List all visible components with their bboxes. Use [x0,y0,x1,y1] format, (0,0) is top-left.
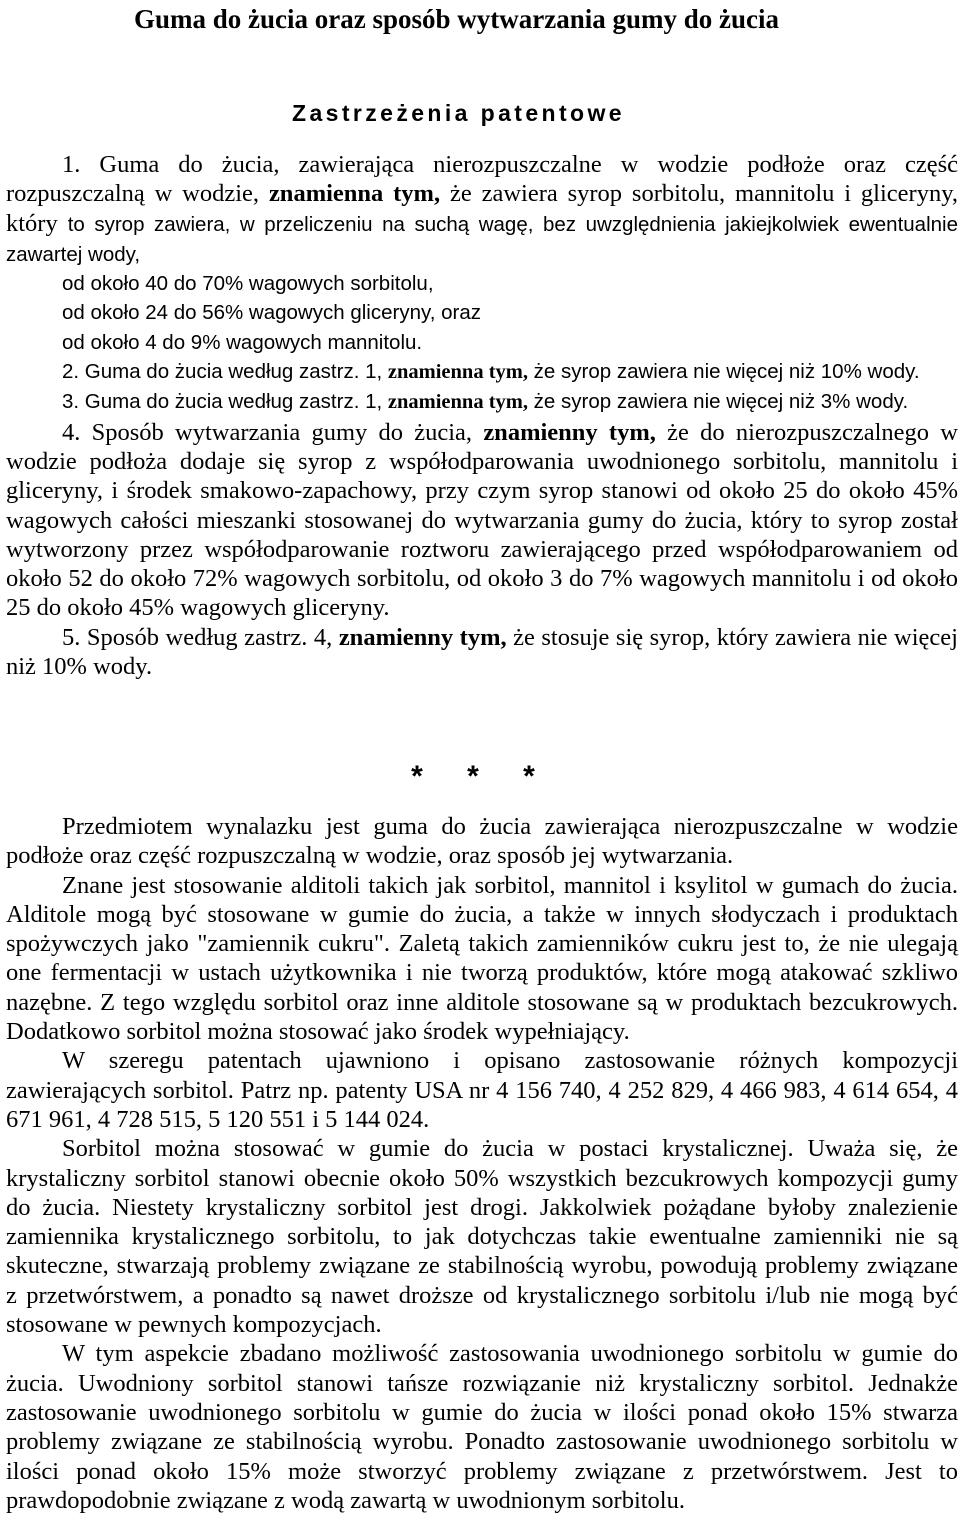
claim-2 [6,357,958,387]
description-paragraph-4: Sorbitol można stosować w gumie do żucia w postaci krystalicznej. Uważa się, że krystaliczny sorbitol stanowi obecnie około 50% wszystkich bezcukrowych kompozycji gumy do żucia. Niestety krystaliczny sorbitol jest drogi. Jakkolwiek pożądane byłoby znalezienie zamiennika krystalicznego sorbitolu, to jak dotychczas takie ewentualne zamienniki nie są skuteczne, stwarzają problemy związane ze stabilnością wyrobu, powodują problemy związane z przetwórstwem, a ponadto są nawet droższe od krystalicznego sorbitolu i/lub nie mogą być stosowane w pewnych kompozycjach. [6,1135,958,1339]
patent-page [6,0,958,1514]
claim-1-item-glycerin: od około 24 do 56% wagowych gliceryny, oraz [62,301,481,325]
claim-4-text-a: 4. Sposób wytwarzania gumy do żucia, [62,418,484,446]
claim-5-text-a: 5. Sposób według zastrz. 4, [62,623,339,651]
claim-3-keyword: znamienna tym, [387,391,528,414]
claim-4-text-b: że do nierozpuszczalnego w wodzie podłoża dodaje się syrop z współodparowania uwodnionego sorbitolu, mannitolu i gliceryny, i środek smakowo-zapachowy, przy czym syrop stanowi od około 25 do około 45% wagowych całości mieszanki stosowanej do wytwarzania gumy do żucia, który to syrop został wytworzony przez współodparowanie roztworu zawierającego przed współodparowaniem od około 52 do około 72% wagowych sorbitolu, od około 3 do 7% wagowych mannitolu i od około 25 do około 45% wagowych gliceryny. [6,418,958,622]
claim-1-item-mannitol: od około 4 do 9% wagowych mannitolu. [62,330,423,354]
description-paragraph-1: Przedmiotem wynalazku jest guma do żucia zawierająca nierozpuszczalne w wodzie podłoże oraz część rozpuszczalną w wodzie, oraz sposób jej wytwarzania. [6,813,958,870]
claim-5-keyword: znamienny tym, [338,623,507,651]
document-title: Guma do żucia oraz sposób wytwarzania gumy do żucia [134,4,780,34]
claim-5-text-b: że stosuje się syrop, który zawiera nie więcej niż 10% wody. [6,623,958,681]
description-paragraph-5: W tym aspekcie zbadano możliwość zastosowania uwodnionego sorbitolu w gumie do żucia. Uwodniony sorbitol stanowi tańsze rozwiązanie niż krystaliczny sorbitol. Jednakże zastosowanie uwodnionego sorbitolu w gumie do żucia w ilości ponad około 15% stwarza problemy związane ze stabilnością wyrobu. Ponadto zastosowanie uwodnionego sorbitolu w ilości ponad około 15% może stworzyć problemy związane z przetwórstwem. Jest to prawdopodobnie związane z wodą zawartą w uwodnionym sorbitolu. [6,1340,958,1514]
claims-heading: Zastrzeżenia patentowe [292,100,625,126]
claim-3 [6,387,958,417]
claim-4-keyword: znamienny tym, [483,418,656,446]
claim-5 [6,623,958,682]
claim-1-text-a: 1. Guma do żucia, zawierająca nierozpuszczalne w wodzie podłoże oraz część rozpuszczalną w wodzie, [6,151,958,208]
claim-1 [6,150,958,269]
claim-4 [6,418,958,623]
claim-2-keyword: znamienna tym, [387,361,528,384]
claim-1-item-sorbitol: od około 40 do 70% wagowych sorbitolu, [62,272,434,296]
claim-3-text-b: że syrop zawiera nie więcej niż 3% wody. [527,390,909,414]
description-paragraph-2: Znane jest stosowanie alditoli takich jak sorbitol, mannitol i ksylitol w gumach do żucia. Alditole mogą być stosowane w gumie do żucia, a także w innych słodyczach i produktach spożywczych jako "zamiennik cukru". Zaletą takich zamienników cukru jest to, że nie ulegają one fermentacji w ustach użytkownika i nie tworzą produktów, które mogą atakować szkliwo nazębne. Z tego względu sorbitol oraz inne alditole stosowane są w produktach bezcukrowych. Dodatkowo sorbitol można stosować jako środek wypełniający. [6,871,958,1046]
section-separator: * * * [411,760,553,793]
claim-2-text-b: że syrop zawiera nie więcej niż 10% wody. [527,360,920,384]
description-paragraph-3: W szeregu patentach ujawniono i opisano zastosowanie różnych kompozycji zawierających sorbitol. Patrz np. patenty USA nr 4 156 740, 4 252 829, 4 466 983, 4 614 654, 4 671 961, 4 728 515, 5 120 551 i 5 144 024. [6,1047,958,1133]
claims-section [6,150,958,681]
description-section [6,812,958,1515]
claim-1-keyword: znamienna tym, [268,180,441,208]
claim-2-text-a: 2. Guma do żucia według zastrz. 1, [62,360,388,384]
claim-1-text-c: to syrop zawiera, w przeliczeniu na suchą wagę, bez uwzględnienia jakiejkolwiek ewentualnie zawartej wody, [6,212,958,266]
claim-3-text-a: 3. Guma do żucia według zastrz. 1, [62,390,388,414]
claim-1-text-b: że zawiera syrop sorbitolu, mannitolu i gliceryny, który [6,180,958,237]
